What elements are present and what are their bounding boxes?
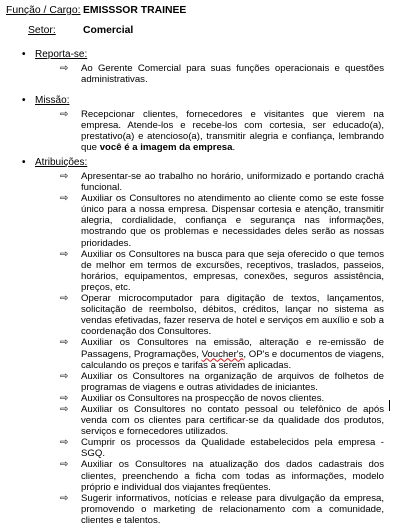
sector-value: Comercial <box>83 25 134 36</box>
arrow-bullet-icon: ⇨ <box>60 63 69 74</box>
reports-to-section <box>22 49 400 85</box>
spellcheck-word: Voucher's <box>201 348 244 360</box>
arrow-bullet-icon: ⇨ <box>60 437 69 449</box>
list-item: ⇨ Auxiliar os Consultores na organização de arquivos de folhetos de programas de viagens e outras atividades de iniciantes. <box>60 370 384 393</box>
arrow-bullet-icon: ⇨ <box>60 492 69 504</box>
arrow-bullet-icon: ⇨ <box>60 459 69 471</box>
arrow-bullet-icon: ⇨ <box>60 337 69 349</box>
arrow-bullet-icon: ⇨ <box>60 403 69 415</box>
duties-section <box>22 157 400 526</box>
sector-row <box>28 24 134 37</box>
list-item: ⇨ Ao Gerente Comercial para suas funções operacionais e questões administrativas. <box>60 63 384 86</box>
job-title-label: Função / Cargo: <box>6 5 81 16</box>
list-item: ⇨ Auxiliar os Consultores na atualização dos dados cadastrais dos clientes, preenchendo a ficha com todas as informações, modelo próprio e individual dos viajantes freqüentes. <box>60 459 384 493</box>
bullet-icon: • <box>22 49 26 60</box>
job-title-value: EMISSSOR TRAINEE <box>83 5 187 16</box>
section-title: • Atribuições: <box>22 157 88 168</box>
list-item: ⇨ Sugerir informativos, notícias e release para divulgação da empresa, promovendo o marketing de relacionamento com a comunidade, clientes e talentos. <box>60 492 384 526</box>
text-cursor <box>389 400 390 411</box>
list-item: ⇨ Auxiliar os Consultores no contato pessoal ou telefônico de após venda com os clientes para certificar-se da qualidade dos produtos, serviços e fornecedores utilizados. <box>60 403 384 438</box>
section-title: • Reporta-se: <box>22 49 88 60</box>
arrow-bullet-icon: ⇨ <box>60 193 69 205</box>
list-item: ⇨ Auxiliar os Consultores no atendimento ao cliente como se este fosse único para a nossa empresa. Dispensar cortesia e atenção, transmitir alegria, cordialidade, confiança e segurança nas informações, mostrando que os problemas e necessidades deles serão as nossas prioridades. <box>60 193 384 249</box>
list-item: ⇨ Operar microcomputador para digitação de textos, lançamentos, solicitação de reembolso, débitos, créditos, lançar no sistema as vendas efetivadas, fazer reserva de hotel e serviços em auxílio e sob a coordenação dos Consultores. <box>60 293 384 338</box>
arrow-bullet-icon: ⇨ <box>60 392 69 404</box>
arrow-bullet-icon: ⇨ <box>60 293 69 305</box>
arrow-bullet-icon: ⇨ <box>60 109 69 120</box>
list-item: ⇨ Apresentar-se ao trabalho no horário, uniformizado e portando crachá funcional. <box>60 171 384 194</box>
bullet-icon: • <box>22 157 26 168</box>
arrow-bullet-icon: ⇨ <box>60 248 69 260</box>
arrow-bullet-icon: ⇨ <box>60 370 69 382</box>
list-item: ⇨ Cumprir os processos da Qualidade estabelecidos pela empresa - SGQ. <box>60 437 384 460</box>
section-title: • Missão: <box>22 95 70 106</box>
list-item: ⇨ Auxiliar os Consultores na prospecção de novos clientes. <box>60 392 325 404</box>
mission-section <box>22 95 400 153</box>
list-item: ⇨ Auxiliar os Consultores na busca para que seja oferecido o que temos de melhor em termos de excursões, receptivos, traslados, passeios, horários, equipamentos, empresas, conexões, seguros assistência, preços, etc. <box>60 248 384 293</box>
list-item: ⇨ Recepcionar clientes, fornecedores e visitantes que vierem na empresa. Atende-los e recebe-los com cortesia, ser educado(a), prestativo(a) e atencioso(a), transmitir alegria e confiança, lembrando que você é a imagem da empresa. <box>60 109 384 154</box>
list-item: ⇨ Auxiliar os Consultores na emissão, alteração e re-emissão de Passagens, Programações, Voucher's, OP's e documentos de viagens, calculando os preços e tarifas a serem aplicadas. <box>60 337 384 371</box>
bullet-icon: • <box>22 95 26 106</box>
job-title-row <box>6 4 187 17</box>
sector-label: Setor: <box>28 25 56 36</box>
arrow-bullet-icon: ⇨ <box>60 171 69 182</box>
